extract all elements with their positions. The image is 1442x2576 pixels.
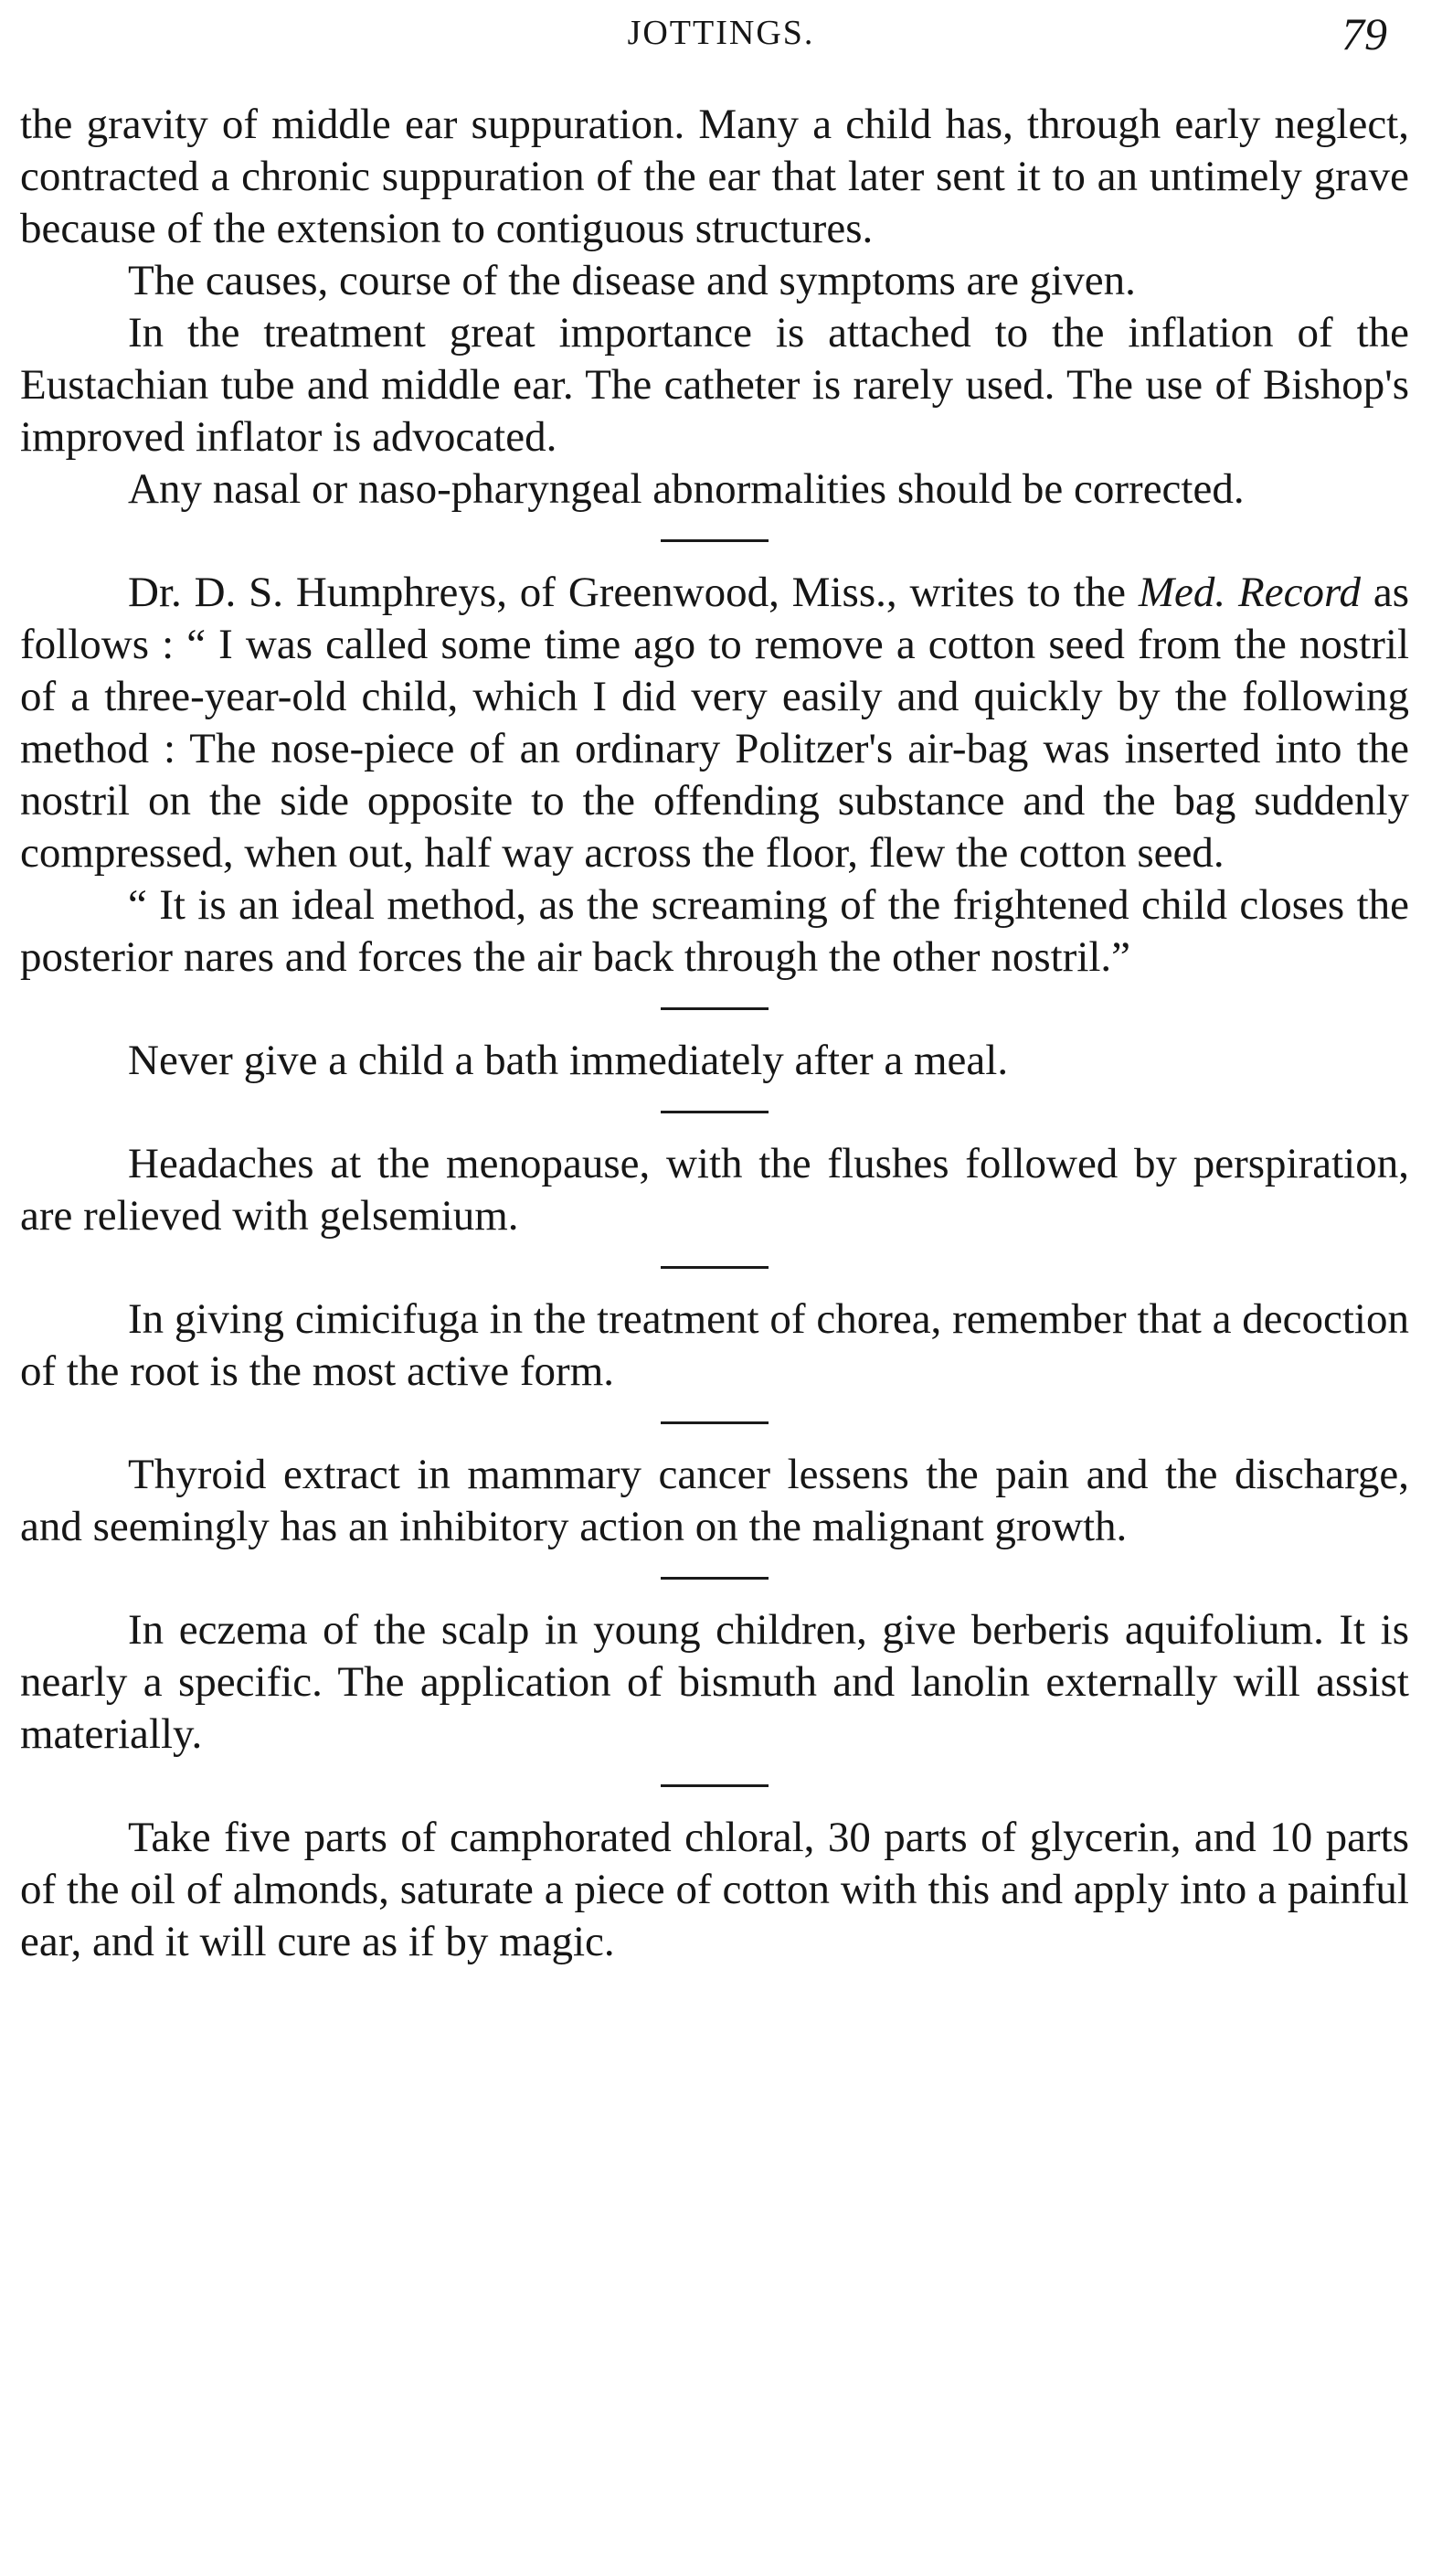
paragraph-continuation: the gravity of middle ear suppuration. Many a child has, through early neglect, contracted a chronic suppuration of the ear that later sent it to an untimely grave because of the extension to contiguous structures.	[20, 101, 1409, 252]
page-number: 79	[1341, 8, 1387, 59]
page-body	[20, 99, 1409, 1968]
section-divider	[661, 539, 769, 542]
paragraph-humphreys	[20, 567, 1409, 879]
section-divider	[661, 1784, 769, 1787]
section-divider	[661, 1007, 769, 1010]
paragraph-chloral: Take five parts of camphorated chloral, 30 parts of glycerin, and 10 parts of the oil of almonds, saturate a piece of cotton with this and apply into a painful ear, and it will cure as if by magic.	[20, 1814, 1409, 1965]
paragraph-headaches: Headaches at the menopause, with the flushes followed by perspiration, are relieved with gelsemium.	[20, 1140, 1409, 1240]
paragraph-causes: The causes, course of the disease and symptoms are given.	[128, 257, 1136, 304]
section-divider	[661, 1111, 769, 1113]
paragraph-nasal: Any nasal or naso-pharyngeal abnormalities should be corrected.	[128, 465, 1245, 513]
paragraph-treatment: In the treatment great importance is attached to the inflation of the Eustachian tube and middle ear. The catheter is rarely used. The use of Bishop's improved inflator is advocated.	[20, 309, 1409, 461]
paragraph-ideal-method: “ It is an ideal method, as the screaming of the frightened child closes the posterior nares and forces the air back through the other nostril.”	[20, 881, 1409, 981]
paragraph-bath: Never give a child a bath immediately after a meal.	[128, 1037, 1009, 1084]
section-divider	[661, 1577, 769, 1580]
paragraph-cimicifuga: In giving cimicifuga in the treatment of chorea, remember that a decoction of the root is the most active form.	[20, 1295, 1409, 1395]
running-head: JOTTINGS.	[627, 14, 815, 52]
paragraph-thyroid: Thyroid extract in mammary cancer lessens the pain and the discharge, and seemingly has an inhibitory action on the malignant growth.	[20, 1451, 1409, 1550]
paragraph-eczema: In eczema of the scalp in young children, give berberis aquifolium. It is nearly a specific. The application of bismuth and lanolin externally will assist materially.	[20, 1606, 1409, 1758]
journal-title: Med. Record	[1138, 569, 1361, 616]
section-divider	[661, 1266, 769, 1269]
humphreys-text-before: Dr. D. S. Humphreys, of Greenwood, Miss., writes to the	[128, 569, 1127, 616]
section-divider	[661, 1421, 769, 1424]
page-header	[0, 7, 1442, 62]
humphreys-text-after: as follows : “ I was called some time ago to remove a cotton seed from the nostril of a three-year-old child, which I did very easily and quickly by the following method : The nose-piece of an ordinary Politzer's air-bag was inserted into the nostril on the side opposite to the offending substance and the bag suddenly compressed, when out, half way across the floor, flew the cotton seed.	[20, 569, 1410, 877]
